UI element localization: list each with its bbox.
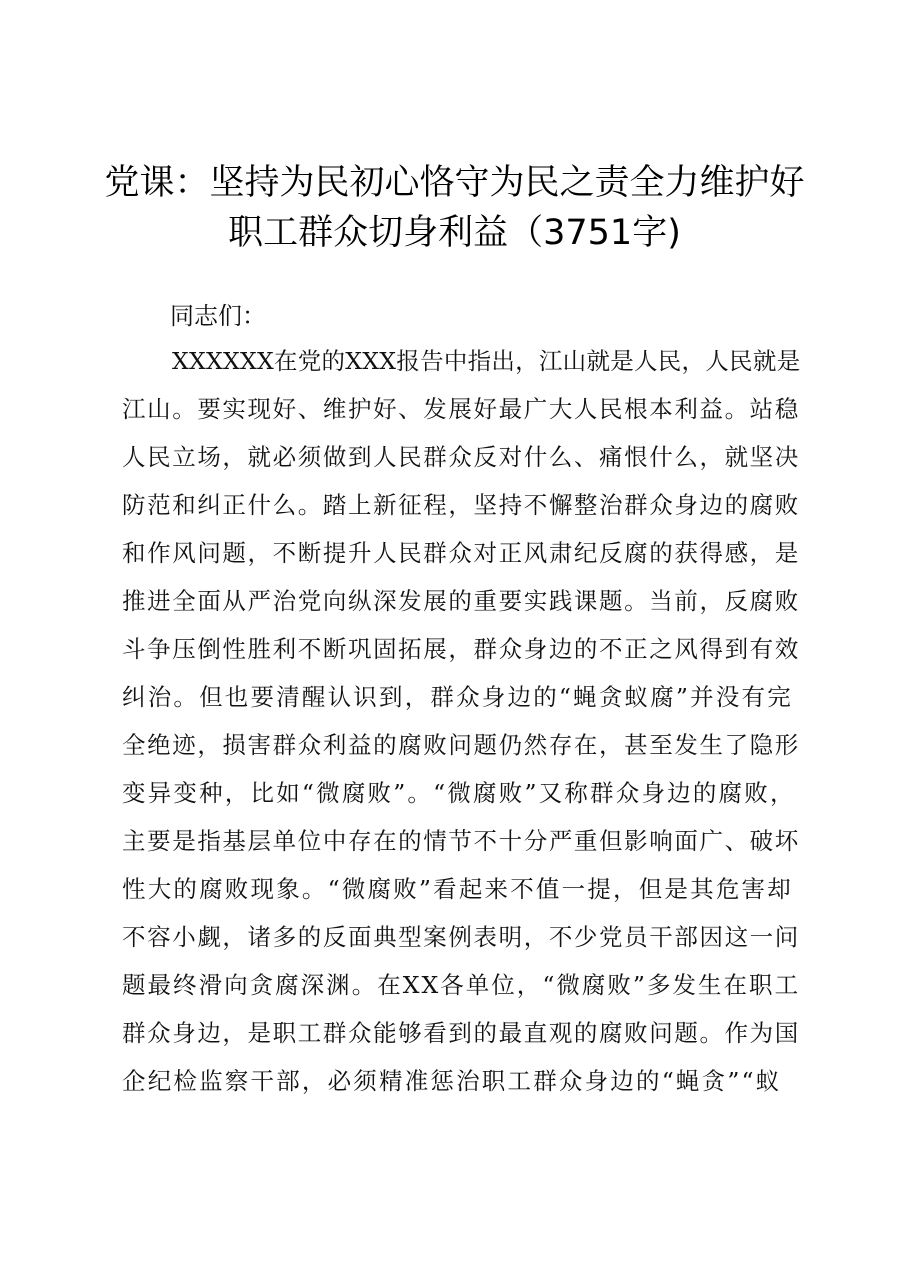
paragraph-line: 变异变种，比如“微腐败”。“微腐败”又称群众身边的腐败， xyxy=(122,779,796,807)
title-line-1: 党课：坚持为民初心恪守为民之责全力维护好 xyxy=(104,163,805,203)
paragraph-line: 性大的腐败现象。“微腐败”看起来不值一提，但是其危害却 xyxy=(122,875,793,903)
paragraph-line: 推进全面从严治党向纵深发展的重要实践课题。当前，反腐败 xyxy=(122,587,800,615)
paragraph-line: 防范和纠正什么。踏上新征程，坚持不懈整治群众身边的腐败 xyxy=(122,491,800,519)
greeting: 同志们： xyxy=(170,302,266,330)
paragraph-line: 江山。要实现好、维护好、发展好最广大人民根本利益。站稳 xyxy=(122,395,800,423)
paragraph-line: 主要是指基层单位中存在的情节不十分严重但影响面广、破坏 xyxy=(122,827,800,855)
paragraph-line: 和作风问题，不断提升人民群众对正风肃纪反腐的获得感，是 xyxy=(122,539,800,567)
paragraph-line: 不容小觑，诸多的反面典型案例表明，不少党员干部因这一问 xyxy=(122,923,800,951)
paragraph-line: 企纪检监察干部，必须精准惩治职工群众身边的“蝇贪”“蚁 xyxy=(122,1067,782,1095)
paragraph-line: 斗争压倒性胜利不断巩固拓展，群众身边的不正之风得到有效 xyxy=(122,635,800,663)
paragraph-line: 纠治。但也要清醒认识到，群众身边的“蝇贪蚁腐”并没有完 xyxy=(122,683,793,711)
paragraph-line: 题最终滑向贪腐深渊。在XX各单位，“微腐败”多发生在职工 xyxy=(122,971,801,999)
paragraph-line: 人民立场，就必须做到人民群众反对什么、痛恨什么，就坚决 xyxy=(122,443,800,471)
title-line-2: 职工群众切身利益（3751字) xyxy=(228,213,681,253)
document-title xyxy=(100,158,809,258)
paragraph-line: 全绝迹，损害群众利益的腐败问题仍然存在，甚至发生了隐形 xyxy=(122,731,800,759)
paragraph-line: 群众身边，是职工群众能够看到的最直观的腐败问题。作为国 xyxy=(122,1019,800,1047)
paragraph-line: XXXXXX在党的XXX报告中指出，江山就是人民，人民就是 xyxy=(172,347,801,375)
